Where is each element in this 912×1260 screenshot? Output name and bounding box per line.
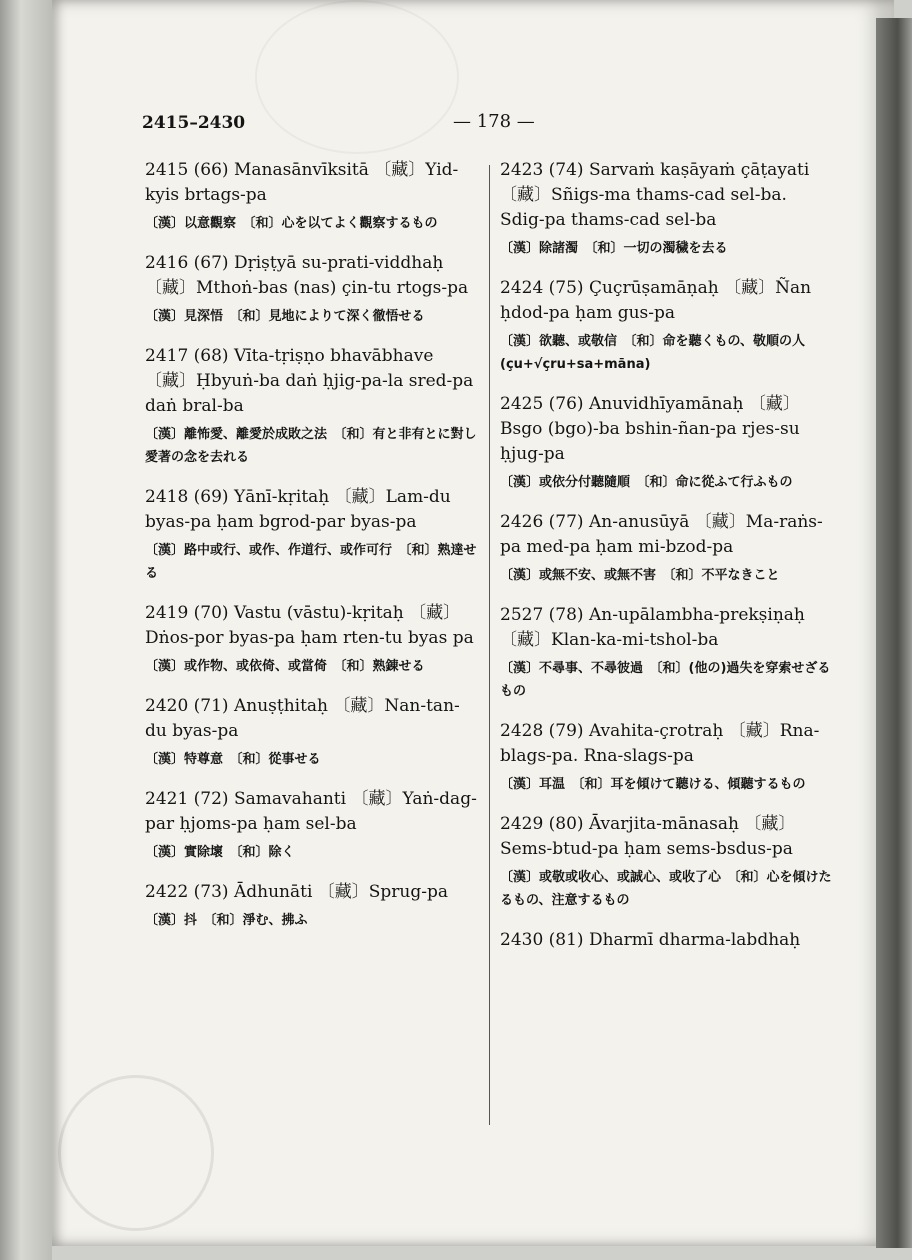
entry-translation: 〔漢〕不尋事、不尋彼過 〔和〕(他の)過失を穿索せざるもの (500, 661, 831, 699)
entry-translation: 〔漢〕以意觀察 〔和〕心を以てよく觀察するもの (145, 216, 438, 231)
entry-headword: 2423 (74) Sarvaṁ kaṣāyaṁ çāṭayati 〔藏〕Sñigs-ma thams-cad sel-ba. Sdig-pa thams-cad sel-ba (500, 160, 810, 230)
entry-2419 (145, 601, 480, 678)
page-range-header: 2415–2430 (142, 113, 246, 133)
entry-headword: 2429 (80) Āvarjita-mānasaḥ 〔藏〕Sems-btud-pa ḥam sems-bsdus-pa (500, 814, 796, 859)
entry-headword: 2426 (77) An-anusūyā 〔藏〕Ma-raṅs-pa med-pa ḥam mi-bzod-pa (500, 512, 823, 557)
column-divider (489, 165, 490, 1125)
entry-2422 (145, 880, 480, 932)
entry-2417 (145, 344, 480, 469)
entry-translation: 〔漢〕或敬或收心、或誠心、或收了心 〔和〕心を傾けたるもの、注意するもの (500, 870, 832, 908)
entry-translation: 〔漢〕路中或行、或作、作道行、或作可行 〔和〕熟達せる (145, 543, 477, 581)
book-edge-right (876, 18, 912, 1248)
entry-headword: 2415 (66) Manasānvīksitā 〔藏〕Yid-kyis brtags-pa (145, 160, 459, 205)
entry-translation: 〔漢〕離怖愛、離愛於成敗之法 〔和〕有と非有とに對し愛著の念を去れる (145, 427, 477, 465)
entry-headword: 2428 (79) Avahita-çrotraḥ 〔藏〕Rna-blags-pa. Rna-slags-pa (500, 721, 820, 766)
entry-translation: 〔漢〕或依分付聽隨順 〔和〕命に從ふて行ふもの (500, 475, 793, 490)
entry-2420 (145, 694, 480, 771)
entry-2527 (500, 603, 835, 703)
entry-headword: 2417 (68) Vīta-tṛiṣṇo bhavābhave 〔藏〕Ḥbyuṅ-ba daṅ ḥjig-pa-la sred-pa daṅ bral-ba (145, 346, 474, 416)
entry-translation: 〔漢〕見深悟 〔和〕見地によりて深く徹悟せる (145, 309, 425, 324)
entry-headword: 2422 (73) Ādhunāti 〔藏〕Sprug-pa (145, 882, 449, 902)
book-edge-left (0, 0, 52, 1260)
entry-translation: 〔漢〕除諸濁 〔和〕一切の濁穢を去る (500, 241, 728, 256)
entry-translation: 〔漢〕或無不安、或無不害 〔和〕不平なきこと (500, 568, 780, 583)
left-column (145, 158, 480, 948)
entry-2416 (145, 251, 480, 328)
entry-translation: 〔漢〕特尊意 〔和〕從事せる (145, 752, 321, 767)
entry-2429 (500, 812, 835, 912)
entry-headword: 2419 (70) Vastu (vāstu)-kṛitaḥ 〔藏〕Dṅos-por byas-pa ḥam rten-tu byas pa (145, 603, 474, 648)
entry-headword: 2425 (76) Anuvidhīyamānaḥ 〔藏〕Bsgo (bgo)-ba bshin-ñan-pa rjes-su ḥjug-pa (500, 394, 800, 464)
entry-2425 (500, 392, 835, 494)
entry-headword: 2420 (71) Anuṣṭhitaḥ 〔藏〕Nan-tan-du byas-pa (145, 696, 460, 741)
entry-translation: 〔漢〕或作物、或依倚、或當倚 〔和〕熟錬せる (145, 659, 425, 674)
entry-headword: 2527 (78) An-upālambha-prekṣiṇaḥ 〔藏〕Klan-ka-mi-tshol-ba (500, 605, 805, 650)
entry-2423 (500, 158, 835, 260)
entry-2424 (500, 276, 835, 376)
entry-translation: 〔漢〕實除壞 〔和〕除く (145, 845, 295, 860)
library-stamp-top (255, 0, 459, 154)
entry-translation: 〔漢〕抖 〔和〕淨む、拂ふ (145, 913, 308, 928)
entry-translation: 〔漢〕耳温 〔和〕耳を傾けて聽ける、傾聽するもの (500, 777, 806, 792)
entry-2421 (145, 787, 480, 864)
entry-headword: 2416 (67) Dṛiṣṭyā su-prati-viddhaḥ 〔藏〕Mthoṅ-bas (nas) çin-tu rtogs-pa (145, 253, 469, 298)
right-column (500, 158, 835, 969)
entry-2415 (145, 158, 480, 235)
entry-2430 (500, 928, 835, 953)
entry-headword: 2421 (72) Samavahanti 〔藏〕Yaṅ-dag-par ḥjoms-pa ḥam sel-ba (145, 789, 477, 834)
entry-headword: 2430 (81) Dharmī dharma-labdhaḥ (500, 930, 801, 950)
entry-headword: 2424 (75) Çuçrūṣamāṇaḥ 〔藏〕Ñan ḥdod-pa ḥam gus-pa (500, 278, 812, 323)
page-number: — 178 — (453, 111, 535, 132)
entry-headword: 2418 (69) Yānī-kṛitaḥ 〔藏〕Lam-du byas-pa ḥam bgrod-par byas-pa (145, 487, 451, 532)
library-stamp-bottom (58, 1075, 214, 1231)
entry-translation: 〔漢〕欲聽、或敬信 〔和〕命を聽くもの、敬順の人 (çu+√çru+sa+māna) (500, 334, 805, 372)
entry-2426 (500, 510, 835, 587)
entry-2418 (145, 485, 480, 585)
entry-2428 (500, 719, 835, 796)
